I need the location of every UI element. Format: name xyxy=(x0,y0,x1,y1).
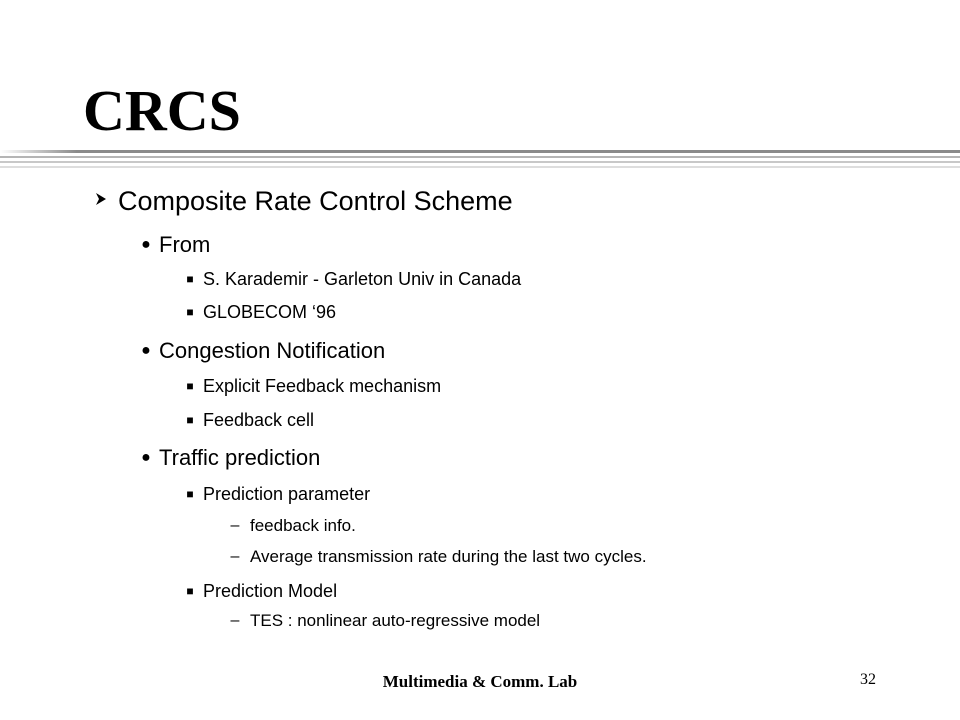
bullet-text: Traffic prediction xyxy=(159,445,321,470)
dash-icon: – xyxy=(230,612,240,629)
bullet-text: Average transmission rate during the last two cycles. xyxy=(250,547,647,566)
bullet-text: TES : nonlinear auto-regressive model xyxy=(250,611,541,630)
arrowhead-icon xyxy=(84,191,118,211)
page-number: 32 xyxy=(860,671,876,688)
dot-icon: ● xyxy=(141,342,151,359)
bullet-text: Congestion Notification xyxy=(159,338,386,363)
bullet-item xyxy=(177,481,370,507)
dot-icon: ● xyxy=(141,449,151,466)
bullet-text: Explicit Feedback mechanism xyxy=(203,375,442,396)
bullet-item xyxy=(220,609,540,633)
bullet-text: From xyxy=(159,232,211,257)
bullet-text: Prediction Model xyxy=(203,580,338,601)
bullet-text: S. Karademir - Garleton Univ in Canada xyxy=(203,268,522,289)
bullet-text: Feedback cell xyxy=(203,409,315,430)
square-icon: ■ xyxy=(186,413,194,427)
bullet-item xyxy=(133,443,320,473)
bullet-item xyxy=(177,266,521,292)
slide-footer: Multimedia & Comm. Lab xyxy=(382,672,578,691)
dash-icon: – xyxy=(230,517,240,534)
square-icon: ■ xyxy=(186,487,194,501)
title-underline-rule xyxy=(0,148,960,178)
square-icon: ■ xyxy=(186,272,194,286)
bullet-item xyxy=(177,407,314,433)
dot-icon: ● xyxy=(141,236,151,253)
bullet-item xyxy=(133,230,210,260)
square-icon: ■ xyxy=(186,584,194,598)
bullet-item xyxy=(133,336,385,366)
dash-icon: – xyxy=(230,548,240,565)
bullet-item xyxy=(177,578,337,604)
bullet-item xyxy=(220,514,356,538)
slide-title: CRCS xyxy=(83,78,241,143)
bullet-text: feedback info. xyxy=(250,516,356,535)
bullet-item xyxy=(220,545,647,569)
bullet-item xyxy=(177,373,441,399)
bullet-text: GLOBECOM ‘96 xyxy=(203,301,337,322)
bullet-item xyxy=(177,299,336,325)
bullet-text: Prediction parameter xyxy=(203,483,371,504)
bullet-text: Composite Rate Control Scheme xyxy=(118,185,513,216)
square-icon: ■ xyxy=(186,379,194,393)
bullet-item xyxy=(84,183,513,219)
square-icon: ■ xyxy=(186,305,194,319)
